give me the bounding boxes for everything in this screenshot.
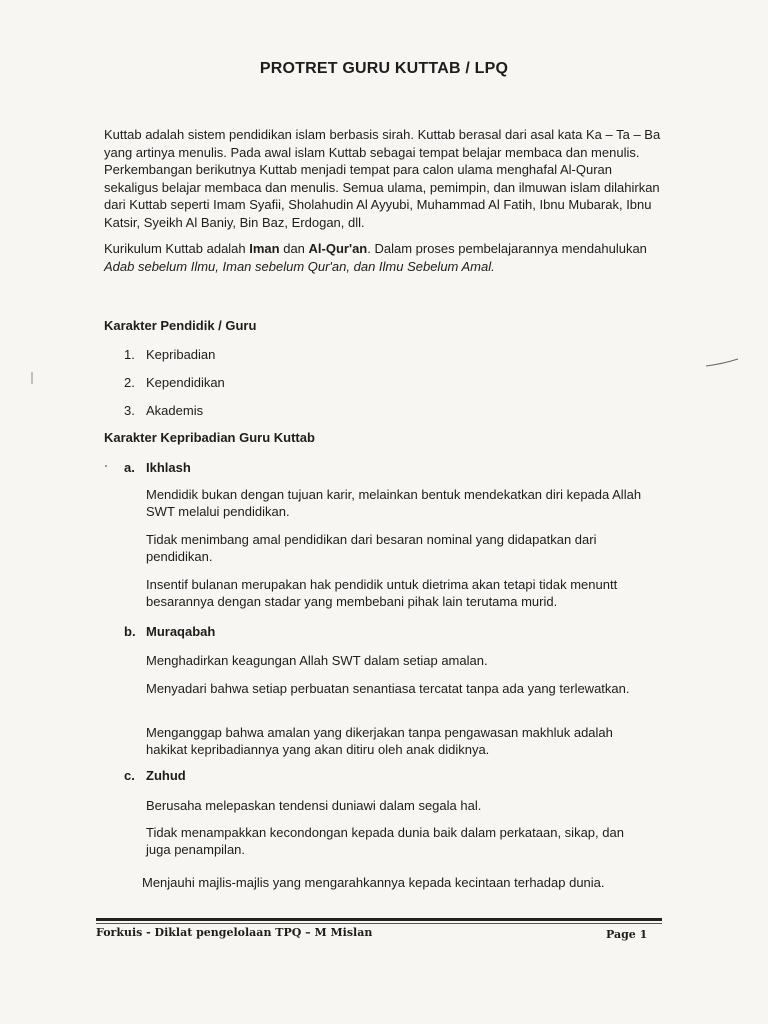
subsection-title: Ikhlash (146, 460, 191, 475)
numbered-item (124, 347, 215, 362)
subsection-paragraph: Menyadari bahwa setiap perbuatan senantiasa tercatat tanpa ada yang terlewatkan. (146, 681, 630, 696)
subsection-paragraph: Mendidik bukan dengan tujuan karir, melainkan bentuk mendekatkan diri kepada Allah SWT melalui pendidikan. (146, 487, 642, 520)
document-title: PROTRET GURU KUTTAB / LPQ (259, 60, 509, 77)
subsection-heading-zuhud (124, 768, 186, 783)
item-label: Kepribadian (146, 347, 216, 362)
item-number: 1. (124, 347, 135, 362)
footer-rule-thick (96, 918, 662, 921)
footer-rule-thin (96, 923, 662, 924)
subsection-paragraph: Insentif bulanan merupakan hak pendidik untuk dietrima akan tetapi tidak menuntt besarannya dengan stadar yang membebani pihak lain terutama murid. (146, 577, 618, 610)
scan-edge-mark (30, 372, 34, 386)
subsection-paragraph: Berusaha melepaskan tendensi duniawi dalam segala hal. (146, 798, 482, 813)
subsection-paragraph: Menganggap bahwa amalan yang dikerjakan tanpa pengawasan makhluk adalah hakikat kepribadiannya yang akan ditiru oleh anak didiknya. (146, 725, 613, 758)
section-heading-pendidik: Karakter Pendidik / Guru (104, 318, 257, 333)
subsection-title: Muraqabah (146, 624, 216, 639)
item-number: 2. (124, 375, 135, 390)
item-label: Kependidikan (146, 375, 225, 390)
section-heading-kepribadian: Karakter Kepribadian Guru Kuttab (104, 430, 315, 445)
subsection-heading-muraqabah (124, 624, 215, 639)
subsection-paragraph: Menjauhi majlis-majlis yang mengarahkannya kepada kecintaan terhadap dunia. (142, 875, 605, 890)
numbered-item (124, 403, 203, 418)
curriculum-text-1: Kurikulum Kuttab adalah (104, 241, 250, 256)
subsection-paragraph: Tidak menimbang amal pendidikan dari besaran nominal yang didapatkan dari pendidikan. (146, 532, 597, 565)
subsection-title: Zuhud (146, 768, 186, 783)
curriculum-text-3: . Dalam proses pembelajarannya mendahulukan (367, 241, 647, 256)
footer-left-text: Forkuis - Diklat pengelolaan TPQ – M Mislan (96, 926, 373, 939)
curriculum-italic: Adab sebelum Ilmu, Iman sebelum Qur'an, dan Ilmu Sebelum Amal. (104, 258, 495, 274)
scan-dot-mark (104, 464, 108, 468)
subsection-letter: b. (124, 624, 136, 639)
subsection-letter: c. (124, 768, 135, 783)
subsection-letter: a. (124, 460, 135, 475)
scan-pen-mark (704, 356, 740, 370)
curriculum-paragraph (104, 240, 664, 275)
subsection-paragraph: Tidak menampakkan kecondongan kepada dunia baik dalam perkataan, sikap, dan juga penampilan. (146, 825, 624, 858)
curriculum-bold-iman: Iman (249, 241, 280, 256)
curriculum-text-2: dan (279, 241, 309, 256)
subsection-paragraph: Menghadirkan keagungan Allah SWT dalam setiap amalan. (146, 653, 488, 668)
footer-page-number: Page 1 (606, 928, 648, 941)
subsection-heading-ikhlash (124, 460, 191, 475)
item-number: 3. (124, 403, 135, 418)
numbered-item (124, 375, 225, 390)
intro-paragraph: Kuttab adalah sistem pendidikan islam berbasis sirah. Kuttab berasal dari asal kata Ka – Ta – Ba yang artinya menulis. Pada awal islam Kuttab sebagai tempat belajar membaca dan menulis. Perkembangan berikutnya Kuttab menjadi tempat para calon ulama menghafal Al-Quran sekaligus belajar membaca dan menulis. Semua ulama, pemimpin, dan ilmuwan islam dilahirkan dari Kuttab seperti Imam Syafii, Sholahudin Al Ayyubi, Muhammad Al Fatih, Ibnu Mubarak, Ibnu Katsir, Syeikh Al Baniy, Bin Baz, Erdogan, dll. (104, 127, 661, 230)
curriculum-bold-quran: Al-Qur'an (308, 241, 368, 256)
item-label: Akademis (146, 403, 204, 418)
